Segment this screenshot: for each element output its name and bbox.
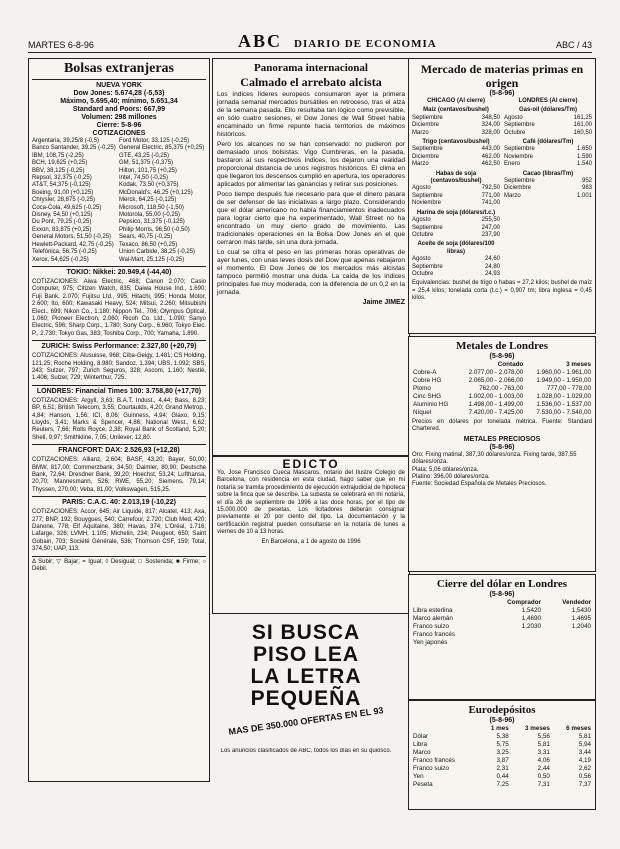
ny-maxmin: Máximo, 5.695,40; mínimo, 5.651,34 — [60, 98, 178, 105]
euro-cell: 5,38 — [496, 733, 509, 740]
table-row — [412, 607, 592, 615]
list-item — [412, 115, 500, 122]
table-row — [412, 401, 592, 409]
metal-cell: Plomo — [413, 385, 431, 392]
paris-head: PARIS: C.A.C. 40: 2.013,19 (-10,22) — [62, 499, 176, 507]
metal-cell: 1.960,00 - 1.961,00 — [536, 369, 591, 376]
article-paragraph-3: Poco tiempo después fue necesario para que el dinero pasara de ser defensor de las iniciativas a largo plazo. Considerando que el dólar americano no había financiamientos inadecuados para lograr cierto que ha experimentado, Wall Street no ha encontrado un muy cierto grado de movimiento. Las tradicionales operaciones en la Bolsa Dow Jones en el que cerraron más tarde, sin una dura jornada. — [217, 191, 405, 246]
table-row — [412, 765, 592, 773]
list-item — [412, 130, 500, 137]
table-row — [412, 631, 592, 639]
commodity-value: 952 — [581, 178, 592, 185]
commodity-value: Septiembre — [504, 122, 535, 129]
list-item — [32, 138, 206, 145]
dollar-header-2: Vendedor — [562, 599, 591, 606]
dollar-header-1: Comprador — [507, 599, 542, 606]
eurodeposits-title: Eurodepósitos — [468, 704, 536, 716]
commodity-value: 771,00 — [481, 192, 500, 199]
metals-note: Precios en dólares por tonelada métrica. Fuente: Standard Chartered. — [412, 419, 592, 433]
commodity-name: Cacao (libras/Tm) — [522, 170, 574, 177]
quote-entry: Exxon, 83,875 (+0,25) — [32, 226, 92, 233]
euro-cell: 4,06 — [537, 757, 550, 764]
table-row — [412, 757, 592, 765]
dollar-cell: Franco francés — [413, 631, 455, 638]
dollar-cell — [542, 631, 592, 639]
dollar-cell — [542, 639, 592, 647]
list-item — [32, 205, 206, 212]
eurodeposits-table — [412, 725, 592, 789]
table-row — [412, 369, 592, 377]
metals-date: (5-8-96) — [489, 353, 515, 360]
euro-header-0 — [412, 725, 479, 733]
commodity-value: 247,00 — [481, 224, 500, 231]
commodity-value: Agosto — [412, 256, 431, 263]
metal-cell: Aluminio HG — [413, 401, 449, 408]
list-item — [504, 154, 592, 161]
commodities-title: Mercado de materias primas en origen — [420, 62, 584, 90]
quote-entry: AT&T, 54,375 (-0,125) — [32, 182, 91, 189]
list-item — [412, 217, 500, 224]
table-row — [412, 385, 592, 393]
classifieds-ad — [214, 622, 398, 740]
market-head: LONDRES (Al cierre) — [518, 98, 578, 104]
table-row — [412, 615, 592, 623]
commodity-value: 983 — [581, 185, 592, 192]
dollar-cell: 1,2040 — [571, 623, 591, 630]
list-item — [412, 146, 500, 153]
quote-entry: GM, 51,375 (-0,375) — [119, 160, 174, 167]
euro-cell: 0,44 — [496, 773, 509, 780]
commodity-value: Octubre — [504, 129, 526, 136]
quote-entry: Intel, 74,50 (-0,25) — [119, 175, 169, 182]
metal-header-2: 3 meses — [566, 361, 591, 368]
quote-entry: Kodak, 73,50 (+0,375) — [119, 182, 179, 189]
notice-text: Yo, Jose Francisco Cueca Mascaros, notario del Ilustre Colegio de Barcelona, con residencia en esta ciudad, hago saber que en mi notaría se tramita procedimiento de ejecución extrajudicial de hipoteca sobre la finca que se describe. La subasta se celebrará en mi notaría, el día 26 de septiembre de 1996 a las doce horas, por el tipo de 15.000.000 de pesetas. Los licitadores deberán consignar previamente el 20 por ciento del tipo. La documentación y la certificación registral pueden consultarse en la notaría de lunes a viernes de 10 a 13 horas. — [217, 470, 405, 536]
article-kicker: Panorama internacional — [254, 62, 368, 74]
euro-cell: Franco francés — [413, 757, 455, 764]
commodity-value: Diciembre — [412, 153, 440, 160]
commodity-value: 324,00 — [481, 122, 500, 129]
list-item — [412, 264, 500, 271]
list-item — [32, 197, 206, 204]
quote-entry: Xerox, 54,625 (-0,25) — [32, 256, 89, 263]
commodity-name: Harina de soja (dólares/t.c.) — [416, 209, 496, 216]
metal-cell: 1.498,00 - 1.499,00 — [468, 401, 524, 408]
list-item: Platino: 396,00 dólares/onza. — [412, 474, 490, 481]
euro-cell: 5,75 — [496, 741, 509, 748]
quote-entry: Disney, 54,50 (+0,125) — [32, 212, 93, 219]
euro-cell: 2,31 — [496, 765, 509, 772]
list-item: Oro: Fixing matinal, 387,30 dólares/onza. Fixing tarde, 387,55 dólares/onza. — [412, 451, 577, 466]
euro-cell: 5,94 — [578, 741, 591, 748]
quote-entry: Motorola, 55,00 (-0,25) — [119, 212, 181, 219]
list-item — [504, 178, 592, 185]
commodity-name: Café (dólares/Tm) — [522, 139, 574, 146]
quote-entry: General Motors, 51,50 (-0,25) — [32, 234, 112, 241]
ny-volume: Volumen: 298 millones — [81, 114, 157, 121]
foreign-stock-markets — [28, 58, 210, 782]
euro-cell: Dólar — [413, 733, 429, 740]
dollar-header-0 — [412, 599, 484, 607]
list-item — [412, 271, 500, 278]
precious-date: (5-8-96) — [489, 443, 515, 451]
commodity-value: 1.540 — [576, 161, 592, 168]
quote-entry: Boeing, 91,00 (+0,125) — [32, 189, 94, 196]
dollar-cell: 1,2030 — [521, 623, 542, 630]
euro-cell: 3,44 — [578, 749, 591, 756]
commodities-london — [504, 98, 592, 278]
quote-entry: BCH, 19,625 (+0,25) — [32, 160, 88, 167]
commodity-value: 328,00 — [481, 129, 500, 136]
euro-cell: 3,25 — [496, 749, 509, 756]
legal-notice — [212, 456, 410, 614]
commodity-value: 24,93 — [484, 270, 500, 277]
quote-entry: Texaco, 86,50 (+0,25) — [119, 241, 178, 248]
list-item — [32, 234, 206, 241]
commodities-date: (5-8-96) — [489, 90, 515, 97]
page-header — [28, 31, 592, 53]
commodity-name: Aceite de soja (dólares/100 libras) — [417, 241, 495, 255]
ny-dow: Dow Jones: 5.674,28 (-5,53) — [73, 90, 165, 97]
issue-date: MARTES 6-8-96 — [28, 40, 94, 50]
quote-entry: IBM, 108,75 (-2,25) — [32, 152, 84, 159]
commodity-value: Septiembre — [504, 178, 535, 185]
notice-footer: En Barcelona, a 1 de agosto de 1996 — [261, 538, 361, 545]
list-item — [32, 153, 206, 160]
list-item — [32, 175, 206, 182]
commodity-value: Diciembre — [412, 122, 440, 129]
list-item — [412, 193, 500, 200]
article-paragraph-4: Lo cual se cifra el peso en las primeras horas operativas de ayer lunes, con unas leves dosis del Dow que apenas rebajaron el momento. El Dow Jones de los mercados más alcistas tampoco permitió mostrar una duda. La caída de los índices principales fue muy moderada, con la diferencia de un 0,2 en la jornada. — [217, 249, 405, 296]
list-item — [504, 193, 592, 200]
euro-header-1: 1 mes — [490, 725, 509, 732]
euro-cell: 7,37 — [578, 781, 591, 788]
metal-cell: 2.065,00 - 2.066,00 — [468, 377, 524, 384]
quote-entry: Microsoft, 118,50 (-1,50) — [119, 204, 184, 211]
metal-cell: 777,00 - 778,00 — [546, 385, 591, 392]
list-item: Plata: 5,06 dólares/onza. — [412, 466, 479, 473]
quote-entry: Wal-Mart, 25,125 (-0,25) — [119, 256, 185, 263]
london-head: LONDRES: Financial Times 100: 3.758,80 (+17,70) — [36, 387, 202, 395]
metal-cell: 7.530,00 - 7.540,00 — [536, 409, 591, 416]
euro-cell: 4,19 — [578, 757, 591, 764]
quote-entry: Du Pont, 79,25 (-0,25) — [32, 219, 92, 226]
euro-cell: 0,56 — [578, 773, 591, 780]
commodity-value: 462,50 — [481, 161, 500, 168]
commodity-value: 1.650 — [576, 146, 592, 153]
eurodeposits-box — [408, 700, 596, 810]
euro-cell: 0,50 — [537, 773, 550, 780]
ad-tagline: MAS DE 350.000 OFERTAS EN EL 93 — [227, 705, 385, 737]
quote-entry: Hilton, 101,75 (+0,25) — [119, 167, 177, 174]
commodity-value: Noviembre — [412, 200, 442, 207]
commodities-box — [408, 58, 596, 334]
section-title: DIARIO DE ECONOMIA — [294, 38, 437, 50]
panorama-article — [212, 58, 410, 456]
ny-sp: Standard and Poors: 667,99 — [72, 106, 166, 113]
newspaper-logo: ABC — [238, 31, 283, 51]
eurodeposits-date: (5-8-96) — [489, 717, 515, 724]
metal-cell: Cobre-A — [413, 369, 437, 376]
notice-title: EDICTO — [282, 457, 340, 471]
commodity-value: 443,00 — [481, 146, 500, 153]
ad-footnote-text: Los anuncios clasificados de ABC, todos los días en su quiosco. — [220, 748, 392, 754]
commodity-value: 1.001 — [576, 192, 592, 199]
commodity-value: 160,50 — [573, 129, 592, 136]
article-headline: Calmado el arrebato alcista — [240, 75, 382, 89]
quote-entry: GTE, 43,25 (-0,25) — [119, 152, 170, 159]
commodity-value: Septiembre — [412, 114, 443, 121]
euro-cell: Yen — [413, 773, 424, 780]
list-item — [32, 145, 206, 152]
commodity-value: 348,50 — [481, 114, 500, 121]
commodity-value: Marzo — [504, 192, 521, 199]
quote-entry: Repsol, 32,375 (-0,25) — [32, 175, 92, 182]
metal-cell: Níquel — [413, 409, 432, 416]
euro-cell: 2,44 — [537, 765, 550, 772]
metal-cell: Cobre HG — [413, 377, 442, 384]
quote-entry: Ford Motor, 33,125 (-0,25) — [119, 138, 190, 144]
london-quotes: COTIZACIONES: Argyll, 3,63; B.A.T. Indust., 4,44; Bass, 8,23; BP, 6,51; British Telecom, 3,55; Courtaulds, 4,20; Grand Metrop., 4,84; Hanson, 1,56; ICI, 8,06; Guinness, 4,94; Glaxo, 9,15; Lloyds, 3,41; Marks & Spencer, 4,86; National West., 6,62; Reuters, 7,66; Rolls Royce, 2,38; Royal Bank of Scotland, 5,20; Shell, 9,97; Smithkline, 7,05; Unilever, 12,80. — [32, 397, 206, 441]
metal-cell: 1.002,00 - 1.003,00 — [468, 393, 524, 400]
frankfurt-quotes: COTIZACIONES: Allianz, 2.604; BASF, 43,20; Bayer, 50,00; BMW, 817,00; Commerzbank, 34,50; Daimler, 80,90; Deutsche Bank, 72,64; Dresdner Bank, 39,20; Hoechst, 53,24; Lufthansa, 20,70; Mannesmann, 526; RWE, 55,20; Siemens, 79,14; Thyssen, 270,00; Veba, 81,00; Volkswagen, 515,25. — [32, 457, 206, 493]
dollar-date: (5-8-96) — [489, 591, 515, 598]
commodity-value: 161,25 — [573, 114, 592, 121]
metal-header-1: Contado — [497, 361, 524, 368]
precious-head: METALES PRECIOSOS — [463, 435, 541, 443]
commodity-value: Noviembre — [504, 153, 534, 160]
list-item — [32, 227, 206, 234]
euro-cell: Marco — [413, 749, 431, 756]
ad-line-4: PEQUEÑA — [250, 687, 362, 710]
metals-title: Metales de Londres — [455, 340, 549, 352]
commodity-value: Marzo — [412, 161, 429, 168]
dollar-box — [408, 574, 596, 700]
quote-entry: Union Carbide, 38,25 (-0,25) — [119, 249, 196, 256]
list-item — [32, 242, 206, 249]
ad-line-2: PISO LEA — [252, 643, 360, 666]
commodity-value: 24,60 — [484, 256, 500, 263]
list-item — [32, 249, 206, 256]
list-item — [412, 200, 500, 207]
euro-cell: 7,25 — [496, 781, 509, 788]
list-item — [412, 154, 500, 161]
ny-quotes-head: COTIZACIONES — [92, 130, 146, 137]
dollar-cell: 1,4695 — [571, 615, 591, 622]
markets-title: Bolsas extranjeras — [63, 61, 175, 76]
commodity-value: Septiembre — [412, 146, 443, 153]
ad-line-1: SI BUSCA — [251, 621, 361, 644]
commodity-value: Marzo — [412, 129, 429, 136]
commodity-value: 741,00 — [481, 200, 500, 207]
list-item — [32, 190, 206, 197]
commodity-value: 462,00 — [481, 153, 500, 160]
table-row — [412, 773, 592, 781]
table-row — [412, 741, 592, 749]
paris-quotes: COTIZACIONES: Accor, 645; Air Liquide, 817; Alcatel, 413; Axa, 277; BNP, 192; Bouygues, 540; Carrefour, 2.720; Club Med, 420; Danone, 778; Elf Aquitaine, 380; Havas, 374; L'Oréal, 1.716; Lafarge, 326; LVMH, 1.105; Michelin, 234; Peugeot, 650; Saint Gobain, 703; Société Générale, 536; Thomson CSF, 159; Total, 374,50; UAP, 113. — [32, 509, 206, 553]
table-row — [412, 781, 592, 789]
dollar-cell: Marco alemán — [413, 615, 453, 622]
commodity-name: Gas-oil (dólares/Tm) — [518, 107, 577, 114]
metal-cell: Cinc SHG — [413, 393, 441, 400]
list-item — [32, 219, 206, 226]
quote-entry: Pepsico, 31,375 (-0,125) — [119, 219, 185, 226]
list-item — [504, 185, 592, 192]
list-item — [32, 168, 206, 175]
quote-entry: Argentaria, 39,25/8 (-0,5) — [32, 138, 100, 144]
commodity-value: Septiembre — [412, 224, 443, 231]
euro-cell: Libra — [413, 741, 428, 748]
page-number: ABC / 43 — [555, 40, 592, 50]
metals-box — [408, 336, 596, 572]
tokyo-head: TOKIO: Nikkei: 20.949,4 (-44,40) — [66, 268, 172, 276]
dollar-title: Cierre del dólar en Londres — [436, 578, 568, 590]
commodity-value: Septiembre — [412, 263, 443, 270]
commodity-name: Trigo (centavos/bushel) — [422, 139, 490, 146]
list-item — [412, 232, 500, 239]
commodities-chicago — [412, 98, 500, 278]
commodity-value: 161,00 — [573, 122, 592, 129]
quote-entry: Hewlett-Packard, 42,75 (-0,25) — [32, 241, 114, 248]
euro-header-2: 3 meses — [525, 725, 550, 732]
ad-line-3: LA LETRA — [250, 665, 362, 688]
commodity-value: Enero — [504, 161, 521, 168]
table-row — [412, 623, 592, 631]
quote-entry: Banco Santander, 39,25 (-0,25) — [32, 145, 116, 152]
list-item — [412, 122, 500, 129]
quote-entry: Merck, 64,25 (-0,125) — [119, 197, 177, 204]
commodity-name: Maíz (centavos/bushel) — [423, 107, 489, 114]
commodity-value: Octubre — [412, 231, 434, 238]
list-item — [412, 256, 500, 263]
commodity-value: 255,50 — [481, 217, 500, 224]
dollar-cell: 1,4690 — [521, 615, 542, 622]
dollar-table — [412, 599, 592, 647]
commodity-value: Agosto — [412, 217, 431, 224]
zurich-head: ZURICH: Swiss Performance: 2.327,80 (+20,79) — [41, 343, 197, 351]
list-item — [32, 160, 206, 167]
euro-cell: 5,56 — [537, 733, 550, 740]
metal-header-0 — [412, 361, 457, 369]
ny-quotes-table — [32, 138, 206, 264]
metal-cell: 2.077,00 - 2.078,00 — [468, 369, 524, 376]
euro-cell: 2,62 — [578, 765, 591, 772]
commodity-value: 1.590 — [576, 153, 592, 160]
euro-cell: 5,81 — [578, 733, 591, 740]
list-item — [504, 161, 592, 168]
quote-entry: General Electric, 85,375 (+0,25) — [119, 145, 205, 152]
quote-entry: Coca-Cola, 49,625 (-0,25) — [32, 204, 102, 211]
quote-entry: Sears, 40,75 (-0,25) — [119, 234, 173, 241]
ad-footnote — [214, 748, 398, 778]
table-row — [412, 749, 592, 757]
ny-head: NUEVA YORK — [96, 82, 142, 89]
dollar-cell: 1,5420 — [521, 607, 542, 614]
commodity-value: Agosto — [412, 185, 431, 192]
metal-cell: 762,00 - 763,00 — [479, 385, 524, 392]
dollar-cell — [484, 639, 542, 647]
list-item — [504, 122, 592, 129]
euro-cell: 5,81 — [537, 741, 550, 748]
list-item — [32, 257, 206, 264]
dollar-cell: 1,5430 — [571, 607, 591, 614]
list-item — [412, 185, 500, 192]
article-paragraph-2: Pero los alcances no se han conservado: no pudieron por demasiado unos bolsistas. Vigo Cumbreras, en la pasada, bastaron al sus respectivos índices, los dejaron una realidad proporcional distancia de unos registros históricos. El clima en que llegaron los descensos cumplió en apertura, los operadores aplicados por alimentar las ganancias y retirar sus posiciones. — [217, 141, 405, 188]
commodity-value: Septiembre — [412, 192, 443, 199]
quote-entry: BBV, 38,125 (-0,25) — [32, 167, 85, 174]
table-row — [412, 377, 592, 385]
list-item — [504, 115, 592, 122]
list-item — [504, 130, 592, 137]
table-row — [412, 409, 592, 417]
metals-table — [412, 361, 592, 417]
dollar-cell — [484, 631, 542, 639]
zurich-quotes: COTIZACIONES: Alusuisse, 968; Ciba-Geigy, 1.481; CS Holding, 121,25; Roche Holding, 8.980; Sandoz, 1.394; UBS, 1.092; SBS, 243; Sulzer, 797; Zurich Seguros, 328; Ascom, 1.160; Nestlé, 1.406; Sulzer, 729; Winterthur, 725. — [32, 353, 206, 382]
euro-cell: 7,31 — [537, 781, 550, 788]
commodity-name: Habas de soja (centavos/bushel) — [430, 170, 482, 185]
list-item — [504, 146, 592, 153]
table-row — [412, 639, 592, 647]
table-row — [412, 733, 592, 741]
article-signature: Jaime JIMEZ — [362, 299, 405, 306]
euro-header-3: 6 meses — [566, 725, 591, 732]
metal-cell: 1.536,00 - 1.537,00 — [536, 401, 591, 408]
quote-entry: McDonald's, 46,25 (+0,125) — [119, 189, 193, 196]
commodity-value: Octubre — [412, 270, 434, 277]
ny-close: Cierre: 5-8-96 — [96, 122, 142, 129]
euro-cell: 3,87 — [496, 757, 509, 764]
dollar-cell: Franco suizo — [413, 623, 450, 630]
dollar-cell: Yen japonés — [413, 639, 448, 646]
list-item — [32, 212, 206, 219]
commodity-value: 792,50 — [481, 185, 500, 192]
euro-cell: Franco suizo — [413, 765, 450, 772]
quote-entry: Chrysler, 28,875 (-0,25) — [32, 197, 96, 204]
precious-source: Fuente: Sociedad Española de Metales Preciosos. — [412, 481, 547, 488]
commodity-value: 237,90 — [481, 231, 500, 238]
commodities-note: Equivalencias: bushel de trigo o habas = 27,2 kilos; bushel de maíz = 25,4 kilos; tonelada corta (t.c.) = 0,907 tm; libra inglesa = 0,45 kilos. — [412, 280, 592, 302]
market-head: CHICAGO (Al cierre) — [426, 98, 485, 104]
dollar-cell: Libra esterlina — [413, 607, 453, 614]
tokyo-quotes: COTIZACIONES: Aiwa Electric, 468; Canon 2.070; Casio Computer, 975; Citizen Watch, 835; Daiwa House Ind., 1.690; Fuji Bank, 2.070; Fujitsu Ltd., 995; Hitachi, 995; Honda Motor, 2.600; Ito, 600; Kawasaki Heavy, 524; Mitsui, 2.260; Mitsubishi Elect., 699; Nikon Co., 1.180; Nippon Tel., 706; Olympus Optical, 1.060; Pioneer Electron, 2.060; Ricoh Co. Ltd., 1.090; Sanyo Electric, 596; Sharp Corp., 1.780; Sony Corp., 6.960; Tokyo Elec. P., 2.730; Tokyo Gas, 383; Toshiba Corp., 700; Yamaha, 1.890. — [32, 278, 206, 337]
commodity-value: Agosto — [504, 114, 523, 121]
list-item — [412, 161, 500, 168]
list-item — [412, 225, 500, 232]
metal-cell: 1.028,00 - 1.029,00 — [536, 393, 591, 400]
article-paragraph-1: Los índices líderes europeos consumaron ayer la primera jornada semanal mercados bursátiles en retroceso, tras el alza de la semana pasada. Ello resultaba tan lógico como previsible, en sólo cuatro sesiones, el Dow Jones de Wall Street había encaminado un firme repunte hacia territorios de máximos históricos. — [217, 91, 405, 138]
commodity-value: 24,80 — [484, 263, 500, 270]
frankfurt-head: FRANCFORT: DAX: 2.526,93 (+12,28) — [58, 447, 180, 455]
euro-cell: 3,31 — [537, 749, 550, 756]
commodity-value: Septiembre — [504, 146, 535, 153]
quote-entry: Philip Morris, 96,50 (-0,50) — [119, 226, 190, 233]
quote-entry: Telefónica, 56,75 (-0,25) — [32, 249, 97, 256]
list-item — [32, 182, 206, 189]
precious-list — [412, 452, 592, 482]
euro-cell: Peseta — [413, 781, 433, 788]
metal-cell: 1.949,00 - 1.950,00 — [536, 377, 591, 384]
metal-cell: 7.420,00 - 7.425,00 — [468, 409, 524, 416]
commodity-value: Diciembre — [504, 185, 532, 192]
symbol-legend: Δ Subir; ▽ Bajar; = Igual; ◊ Desigual; □ Sostenida; ■ Firme; ○ Débil. — [32, 558, 206, 573]
table-row — [412, 393, 592, 401]
